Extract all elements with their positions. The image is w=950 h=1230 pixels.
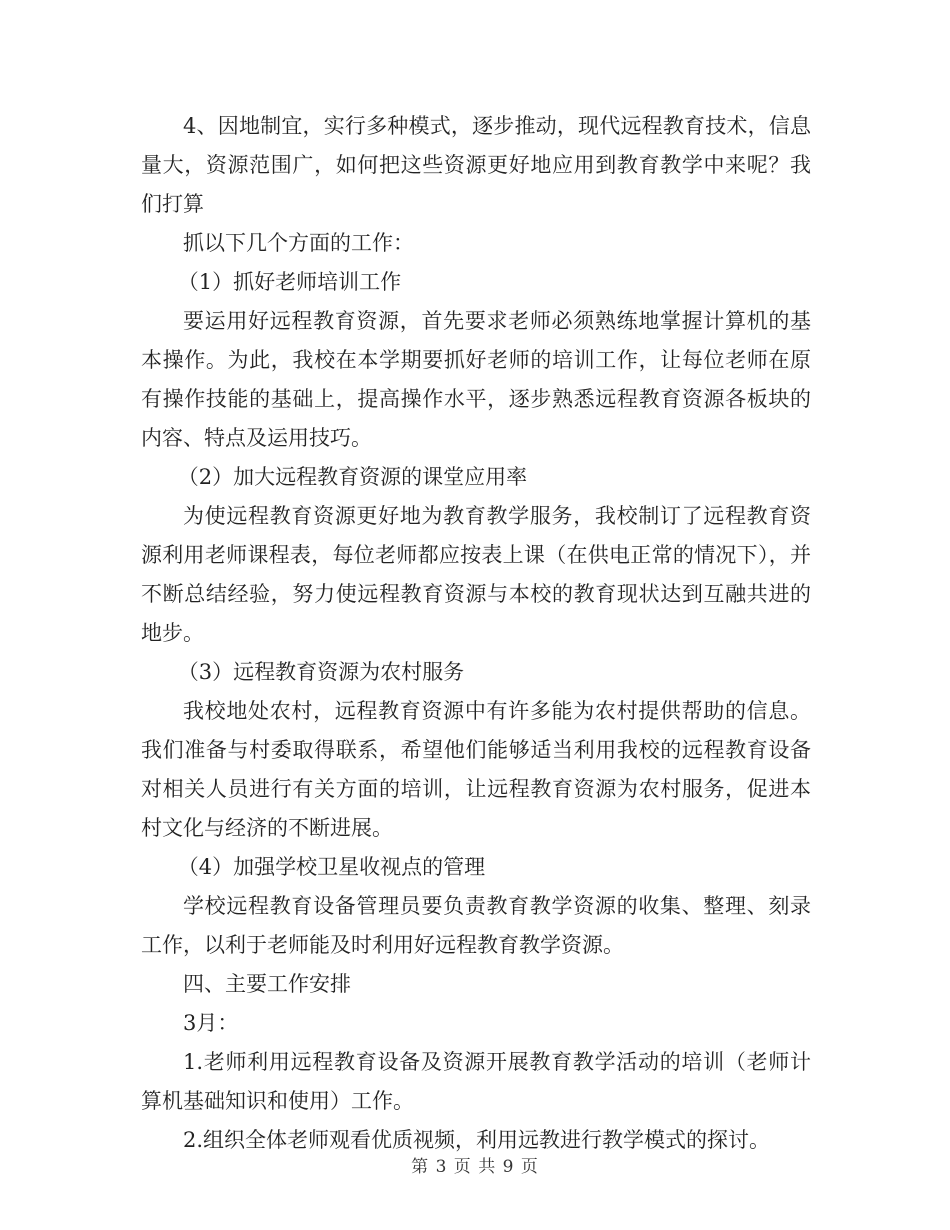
paragraph: 4、因地制宜，实行多种模式，逐步推动，现代远程教育技术，信息量大，资源范围广，如何把这些资源更好地应用到教育教学中来呢？我们打算 <box>141 114 811 216</box>
month-heading: 3月： <box>183 1011 239 1035</box>
section-subheading: （1）抓好老师培训工作 <box>177 270 402 294</box>
paragraph: 为使远程教育资源更好地为教育教学服务，我校制订了远程教育资源利用老师课程表，每位老师都应按表上课（在供电正常的情况下），并不断总结经验，努力使远程教育资源与本校的教育现状达到互融共进的地步。 <box>141 504 811 645</box>
list-item: 2.组织全体老师观看优质视频，利用远教进行教学模式的探讨。 <box>183 1128 771 1152</box>
list-item: 1.老师利用远程教育设备及资源开展教育教学活动的培训（老师计算机基础知识和使用）工作。 <box>141 1050 811 1113</box>
section-subheading: （4）加强学校卫星收视点的管理 <box>177 855 486 879</box>
section-subheading: （2）加大远程教育资源的课堂应用率 <box>177 465 528 489</box>
page-number-footer: 第 3 页 共 9 页 <box>411 1157 539 1177</box>
paragraph: 要运用好远程教育资源，首先要求老师必须熟练地掌握计算机的基本操作。为此，我校在本学期要抓好老师的培训工作，让每位老师在原有操作技能的基础上，提高操作水平，逐步熟悉远程教育资源各板块的内容、特点及运用技巧。 <box>141 309 811 450</box>
section-subheading: （3）远程教育资源为农村服务 <box>177 660 465 684</box>
document-body <box>141 107 811 1160</box>
paragraph: 我校地处农村，远程教育资源中有许多能为农村提供帮助的信息。我们准备与村委取得联系，希望他们能够适当利用我校的远程教育设备对相关人员进行有关方面的培训，让远程教育资源为农村服务，促进本村文化与经济的不断进展。 <box>141 699 811 840</box>
paragraph: 学校远程教育设备管理员要负责教育教学资源的收集、整理、刻录工作，以利于老师能及时利用好远程教育教学资源。 <box>141 894 811 957</box>
paragraph: 抓以下几个方面的工作： <box>183 231 414 255</box>
section-heading: 四、主要工作安排 <box>183 972 351 996</box>
